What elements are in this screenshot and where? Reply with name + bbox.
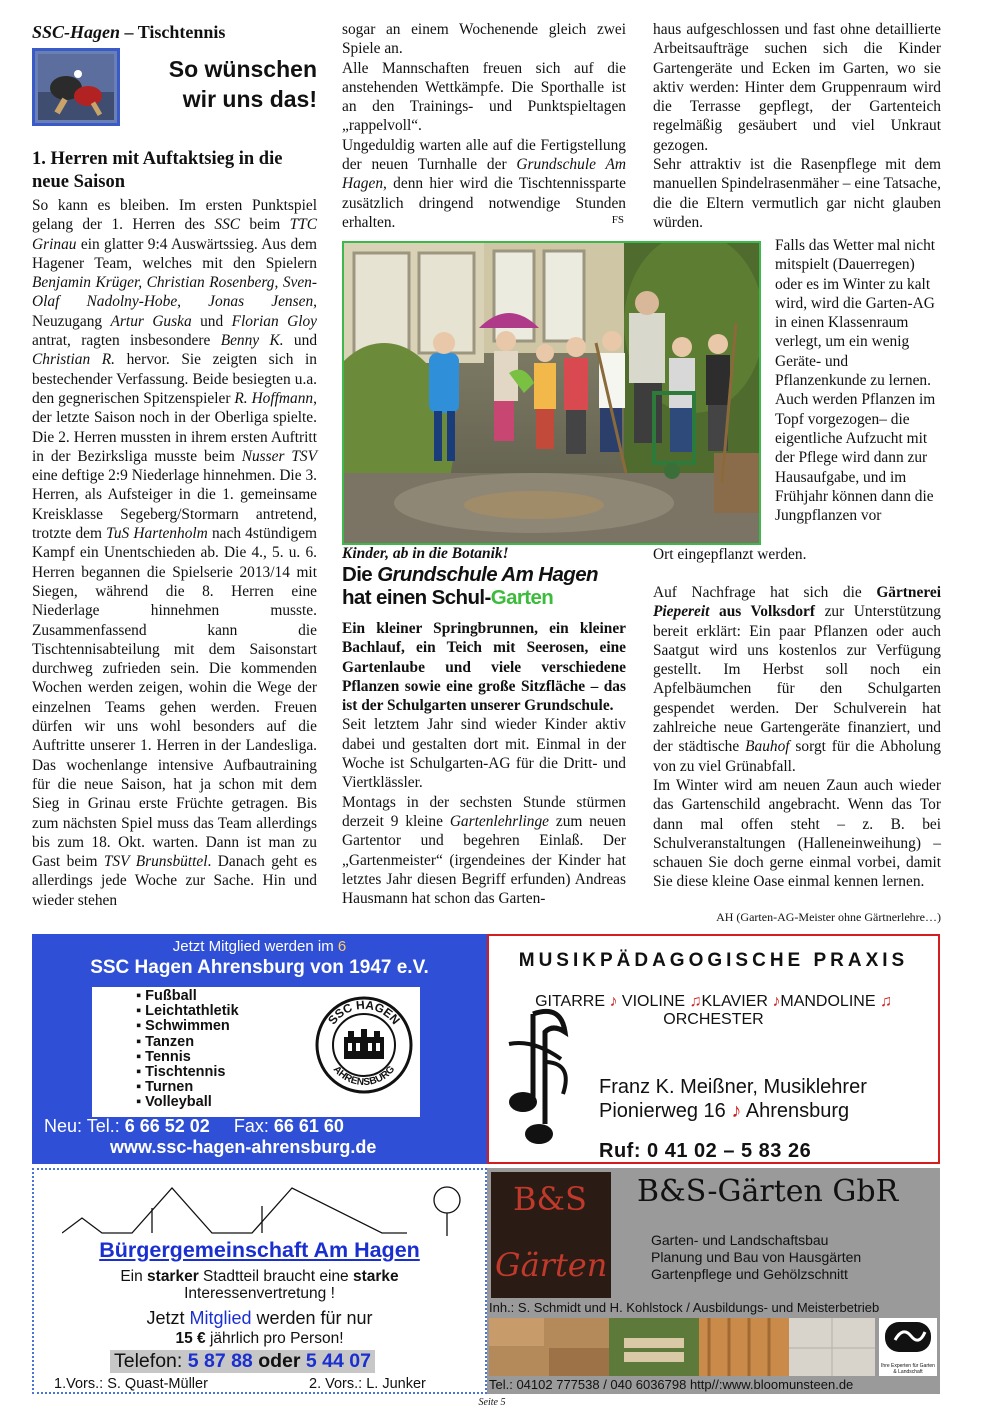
bs-badge xyxy=(879,1318,937,1376)
ssc-sports-list xyxy=(136,989,239,1111)
bs-badge-icon xyxy=(879,1318,937,1358)
association-chair-1: 1.Vors.: S. Quast-Müller xyxy=(54,1376,208,1392)
paragraph: haus aufgeschlossen und fast ohne detaillierte Arbeitsaufträge suchen sich die Kinder Gartengeräte und Ecken im Garten, wo sie aktiv werden: Hinter dem Gruppenraum wird die Terrasse gepflegt, der Gartenteich regelmäßig gesäubert und viel Unkraut gezogen. xyxy=(653,21,941,154)
column-3-top xyxy=(653,20,941,232)
garden-lead: Ein kleiner Springbrunnen, ein kleiner Bachlauf, ein Teich mit Seerosen, eine Gartenlaube und viele verschiedene Pflanzen sowie eine große Sitzfläche – das ist der Schulgarten unserer Grundschule. xyxy=(342,620,626,715)
association-phone: Telefon: 5 87 88 oder 5 44 07 xyxy=(110,1350,375,1373)
sport-item: ▪ Volleyball xyxy=(136,1094,212,1111)
column-2-top xyxy=(342,20,626,232)
ping-pong-paddles-icon xyxy=(38,54,114,120)
garden-materials-photo xyxy=(489,1318,875,1376)
teacher-name: Franz K. Meißner, Musiklehrer xyxy=(599,1076,867,1098)
paragraph: Montags in der sechsten Stunde stürmen derzeit 9 kleine Gartenlehrlinge zum neuen Gartentor und begehren Einlaß. Der „Gartenmeister“ (irgendeines der Kinder hat letztes Jahr diesen Begriff erfunden) Andreas Hausmann hat schon das Garten- xyxy=(342,793,626,908)
teacher-phone: Ruf: 0 41 02 – 5 83 26 xyxy=(599,1140,812,1162)
column-3-bottom xyxy=(653,583,941,892)
svg-text:SSC HAGEN: SSC HAGEN xyxy=(325,997,403,1028)
bs-logo-bottom: Gärten xyxy=(495,1246,608,1284)
paragraph: Sehr attraktiv ist die Rasenpflege mit dem manuellen Spindelrasenmäher – eine Tatsache, die die Eltern vermutlich gar nicht glauben würden. xyxy=(653,156,941,231)
ssc-website-link[interactable]: www.ssc-hagen-ahrensburg.de xyxy=(110,1137,377,1157)
citizen-association-ad xyxy=(32,1168,487,1394)
article-continuation xyxy=(342,20,626,232)
ssc-contact: Neu: Tel.: 6 66 52 02 Fax: 66 61 60 xyxy=(44,1116,344,1136)
bs-badge-text: Ihre Experten für Garten & Landschaft xyxy=(881,1363,935,1375)
table-tennis-banner xyxy=(32,48,317,130)
column-3-wrap: Falls das Wetter mal nicht mitspielt (Dauerregen) oder es im Winter zu kalt wird, wird die Garten-AG in einen Klassenraum verlegt, um ein wenig Geräte- und Pflanzenkunde zu lernen. Auch werden Pflanzen im Topf vorgezogen– die eigentliche Aufzucht mit der Pflege wird dann zur Hausaufgabe, und im Frühjahr können dann die Jungpflanzen vor xyxy=(775,237,936,525)
bs-title: B&S-Gärten GbR xyxy=(637,1174,899,1209)
garden-body xyxy=(342,715,626,908)
music-ad-title: MUSIKPÄDAGOGISCHE PRAXIS xyxy=(518,950,909,971)
paragraph: Seit letztem Jahr sind wieder Kinder aktiv dabei und gestalten dort mit. Einmal in der Woche ist Schulgarten-AG für die Dritt- und Viertklässler. xyxy=(342,716,626,792)
paragraph: So kann es bleiben. Im ersten Punktspiel gelang der 1. Herren des SSC beim TTC Grinau ein glatter 9:4 Auswärtssieg. Aus dem Hagener Team, welches mit den Spielern Benjamin Krüger, Christian Rosenberg, Sven-Olaf Nadolny-Hobe, Jonas Jensen, Neuzugang Artur Guska und Florian Gloy antrat, ragten insbesondere Benny K. und Christian R. hervor. Sie zeigten sich in bestechender Verfassung. Beide besiegten u.a. den gegnerischen Spitzenspieler R. Hoffmann, der letzte Saison noch in der Oberliga spielte. Die 2. Herren mussten in ihrem ersten Auftritt in der Bezirksliga musste beim Nusser TSV eine deftige 2:9 Niederlage hinnehmen. Die 3. Herren, als Aufsteiger in die 1. gemeinsame Kreisklasse Segeberg/Stormarn antretend, trotzte dem TuS Hartenholm nach 4stündigem Kampf ein Unentschieden ab. Die 4., 5. u. 6. Herren begannen die Spielserie 2013/14 mit Siegen, während die 8. Herren eine Niederlage hinnehmen musste. Zusammenfassend kann die Tischtennisabteilung mit dem Saisonstart durchweg zufrieden sein. Die kommenden Wochen werden zeigen, wohin die Wege der einzelnen Teams gehen werden. Freuen dürfen wir uns wohl besonders auf die Auftritte unserer 1. Herren in der Landesliga. Das wochenlange intensive Aufbautraining für die neue Saison, hat ja schon mit dem Sieg in Grinau erste Früchte getragen. Bis zum nächsten Spiel muss das Team allerdings bis zum 18. Okt. warten. Dann ist man zu Gast beim TSV Brunsbüttel. Danach geht es allerdings jede Woche zur Sache. Hin und wieder stehen xyxy=(32,197,318,909)
bs-services: Garten- und Landschaftsbau Planung und Bau von Hausgärten Gartenpflege und Gehölzschnitt xyxy=(651,1232,862,1282)
paragraph: Auf Nachfrage hat sich die Gärtnerei Piepereit aus Volksdorf zur Unterstützung bereit erklärt: Ein paar Pflanzen oder auch Saatgut wird uns kostenlos zur Verfügung gestellt. Im Herbst soll noch ein Apfelbäumchen für den Schulgarten gespendet werden. Der Schulverein hat zahlreiche neue Gartengeräte finanziert, und der städtische Bauhof sorgt für die Abholung von zu viel Grünabfall. xyxy=(653,584,942,775)
article-body xyxy=(32,196,317,910)
music-note-icon xyxy=(503,1004,583,1154)
ssc-ad-top-line: Jetzt Mitglied werden im 6 xyxy=(172,938,347,955)
article-headline: 1. Herren mit Auftaktsieg in die neue Saison xyxy=(32,149,283,192)
garden-article xyxy=(342,545,626,908)
svg-text:AHRENSBURG: AHRENSBURG xyxy=(330,1064,398,1089)
sport-item: ▪ Schwimmen xyxy=(136,1018,230,1035)
music-school-ad xyxy=(487,934,940,1164)
page-number: Seite 5 xyxy=(478,1397,506,1408)
sport-item: ▪ Fußball xyxy=(136,988,197,1004)
bs-logo xyxy=(491,1172,611,1298)
ssc-ad-box xyxy=(92,987,420,1117)
association-line2: Interessenvertretung ! xyxy=(184,1285,335,1302)
section-header: SSC-Hagen – Tischtennis xyxy=(32,22,226,42)
sport-item: ▪ Tanzen xyxy=(136,1033,195,1050)
association-fee: 15 € jährlich pro Person! xyxy=(175,1330,344,1347)
bs-logo-top: B&S xyxy=(513,1180,587,1218)
sport-item: ▪ Turnen xyxy=(136,1079,194,1096)
bs-owners: Inh.: S. Schmidt und H. Kohlstock / Ausbildungs- und Meisterbetrieb xyxy=(489,1300,880,1315)
teacher-address: Pionierweg 16 ♪ Ahrensburg xyxy=(599,1100,850,1122)
paragraph: sogar an einem Wochenende gleich zwei Spiele an. xyxy=(342,21,626,58)
ssc-ad-title: SSC Hagen Ahrensburg von 1947 e.V. xyxy=(90,957,429,978)
garden-title: Die Grundschule Am Hagen hat einen Schul-Garten xyxy=(342,563,598,609)
sport-item: ▪ Tischtennis xyxy=(136,1064,226,1081)
photo-caption: Kinder, ab in die Botanik! xyxy=(342,545,509,562)
ssc-membership-ad xyxy=(32,934,487,1164)
sport-item: ▪ Tennis xyxy=(136,1048,191,1065)
column-1 xyxy=(32,20,317,910)
garden-photo xyxy=(342,241,761,545)
houses-outline-icon xyxy=(62,1178,462,1238)
association-title: Bürgergemeinschaft Am Hagen xyxy=(99,1238,420,1262)
sport-item: ▪ Leichtathletik xyxy=(136,1003,239,1020)
instrument-list-2: ORCHESTER xyxy=(663,1011,764,1028)
paragraph: Alle Mannschaften freuen sich auf die anstehenden Wettkämpfe. Die Sporthalle ist an den Trainings- und Punktspieltagen „rappelvoll“. xyxy=(342,59,626,135)
ssc-club-logo xyxy=(314,995,414,1095)
paragraph: Im Winter wird am neuen Zaun auch wieder das Gartenschild angebracht. Wenn das Tor dann mal offen steht – z. B. bei Schulveranstaltungen (Halleneinweihung) – schauen Sie doch gerne einmal vorbei, damit Sie diese kleine Oase einmal kennen lernen. xyxy=(653,776,941,891)
bs-contact: Tel.: 04102 777538 / 040 6036798 http//:www.bloomunsteen.de xyxy=(489,1377,854,1392)
children-in-garden-photo xyxy=(344,243,759,543)
association-chair-2: 2. Vors.: L. Junker xyxy=(309,1376,426,1392)
slogan: So wünschen wir uns das! xyxy=(168,56,317,112)
instrument-list: GITARRE ♪ VIOLINE ♫KLAVIER ♪MANDOLINE ♫ xyxy=(535,993,892,1010)
paragraph: Ungeduldig warten alle auf die Fertigstellung der neuen Turnhalle der Grundschule Am Hagen, denn hier wird die Tischtennissparte zusätzlich dringend notwendige Stunden erhalten. xyxy=(342,136,627,231)
association-line1: Ein starker Stadtteil braucht eine starke xyxy=(120,1268,399,1285)
table-tennis-image xyxy=(32,48,120,126)
column-3-wrap-end: Ort eingepflanzt werden. xyxy=(653,546,807,563)
bs-gardens-ad xyxy=(487,1168,940,1394)
association-line3: Jetzt Mitglied werden für nur xyxy=(146,1308,373,1328)
column-3-author: AH (Garten-AG-Meister ohne Gärtnerlehre…) xyxy=(716,910,941,924)
author-initials: FS xyxy=(611,213,624,226)
